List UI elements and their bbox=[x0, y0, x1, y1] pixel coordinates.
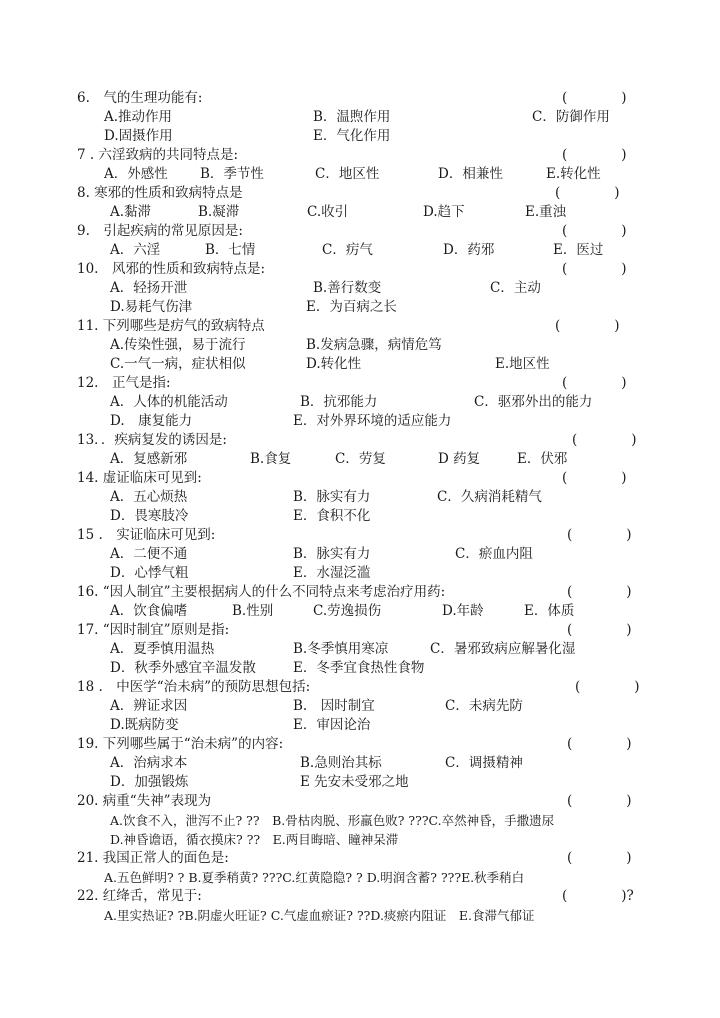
question-stem: 14. 虚证临床可见到: bbox=[77, 470, 202, 486]
option-e: E．医过 bbox=[553, 242, 604, 258]
question-stem: 10. 风邪的性质和致病特点是: bbox=[77, 261, 266, 277]
option-a: A．辨证求因 bbox=[110, 698, 188, 714]
question-stem: 7 . 六淫致病的共同特点是: bbox=[77, 147, 239, 163]
option-row bbox=[0, 564, 720, 583]
question-stem: 19. 下列哪些属于“治未病”的内容: bbox=[77, 736, 284, 752]
option-e: E．对外界环境的适应能力 bbox=[293, 413, 452, 429]
option-e: E．伏邪 bbox=[517, 451, 568, 467]
option-row bbox=[0, 659, 720, 678]
option-row bbox=[0, 298, 720, 317]
option-e: E 先安未受邪之地 bbox=[300, 774, 409, 790]
question-stem: 16. “因人制宜”主要根据病人的什么不同特点来考虑治疗用药: bbox=[77, 584, 446, 600]
option-b: B．脉实有力 bbox=[293, 489, 371, 505]
question-stem: 15 . 实证临床可见到: bbox=[77, 527, 216, 543]
answer-paren: ( ) bbox=[567, 793, 632, 809]
option-a: A．人体的机能活动 bbox=[110, 394, 228, 410]
option-row bbox=[0, 773, 720, 792]
option-row bbox=[0, 830, 720, 849]
option-row bbox=[0, 697, 720, 716]
option-row bbox=[0, 906, 720, 925]
option-c: C．调摄精神 bbox=[445, 755, 523, 771]
question-stem: 22. 红绛舌，常见于: bbox=[77, 888, 202, 904]
question-stem: 17. “因时制宜”原则是指: bbox=[77, 622, 230, 638]
option-d: D．心悸气粗 bbox=[110, 565, 189, 581]
question-stem: 21. 我国正常人的面色是: bbox=[77, 850, 229, 866]
option-c: C．久病消耗精气 bbox=[437, 489, 542, 505]
question-stem: 12. 正气是指: bbox=[77, 375, 171, 391]
option-row bbox=[0, 545, 720, 564]
answer-paren: ( ) bbox=[567, 622, 632, 638]
answer-paren: ( ) bbox=[562, 223, 627, 239]
option-e: E．食积不化 bbox=[293, 508, 371, 524]
option-c: C．疠气 bbox=[322, 242, 373, 258]
question-10 bbox=[0, 260, 720, 279]
option-a: A.黏滞 bbox=[110, 204, 152, 220]
option-c: C.一气一病，症状相似 bbox=[110, 356, 246, 372]
answer-paren: ( ) bbox=[567, 736, 632, 752]
option-b: B.食复 bbox=[250, 451, 292, 467]
question-stem: 9. 引起疾病的常见原因是: bbox=[77, 223, 243, 239]
option-d: D.易耗气伤津 bbox=[110, 299, 193, 315]
option-d: D．药邪 bbox=[443, 242, 495, 258]
answer-paren: ( ) bbox=[562, 375, 627, 391]
answer-paren: ( ) bbox=[562, 470, 627, 486]
option-d: D.转化性 bbox=[306, 356, 362, 372]
question-7 bbox=[0, 146, 720, 165]
option-b: B．七情 bbox=[205, 242, 256, 258]
option-e: E．水湿泛滥 bbox=[293, 565, 371, 581]
option-d: D．相兼性 bbox=[438, 166, 503, 182]
option-a: A．治病求本 bbox=[110, 755, 188, 771]
question-stem: 8. 寒邪的性质和致病特点是 bbox=[77, 185, 243, 201]
option-a: A．外感性 bbox=[104, 166, 168, 182]
option-a: A．饮食偏嗜 bbox=[110, 603, 188, 619]
option-d: D.年龄 bbox=[442, 603, 484, 619]
question-16 bbox=[0, 583, 720, 602]
answer-paren: ( ) bbox=[562, 261, 627, 277]
option-e: E．气化作用 bbox=[313, 128, 391, 144]
option-e: E．冬季宜食热性食物 bbox=[293, 660, 425, 676]
option-b: B.凝滞 bbox=[198, 204, 240, 220]
option-b: B．脉实有力 bbox=[293, 546, 371, 562]
answer-paren: ( ) bbox=[562, 90, 627, 106]
option-c: C．暑邪致病应解暑化湿 bbox=[430, 641, 576, 657]
question-18 bbox=[0, 678, 720, 697]
option-b: B．季节性 bbox=[200, 166, 264, 182]
option-d: D.固摄作用 bbox=[104, 128, 173, 144]
option-row bbox=[0, 355, 720, 374]
question-13 bbox=[0, 431, 720, 450]
answer-paren: ( ) bbox=[555, 318, 620, 334]
option-b: B. 因时制宜 bbox=[293, 698, 375, 714]
option-d: D.趋下 bbox=[423, 204, 465, 220]
option-e: E.地区性 bbox=[495, 356, 550, 372]
question-17 bbox=[0, 621, 720, 640]
option-d: D 药复 bbox=[438, 451, 481, 467]
option-row bbox=[0, 716, 720, 735]
option-c: C．驱邪外出的能力 bbox=[474, 394, 593, 410]
option-a: A．二便不通 bbox=[110, 546, 188, 562]
question-21 bbox=[0, 849, 720, 868]
option-row bbox=[0, 507, 720, 526]
option-row bbox=[0, 203, 720, 222]
question-12 bbox=[0, 374, 720, 393]
option-b: B.性别 bbox=[232, 603, 274, 619]
question-stem: 6. 气的生理功能有: bbox=[77, 90, 203, 106]
answer-paren: ( ) bbox=[575, 679, 640, 695]
option-c: C.收引 bbox=[307, 204, 349, 220]
question-22 bbox=[0, 887, 720, 906]
options-line: A.饮食不入，泄泻不止? ?? B.骨枯肉脱、形羸色败? ???C.卒然神昏，手撒遗尿 bbox=[110, 813, 555, 828]
answer-paren: ( ) bbox=[567, 850, 632, 866]
option-row bbox=[0, 336, 720, 355]
question-15 bbox=[0, 526, 720, 545]
option-d: D. 康复能力 bbox=[110, 413, 193, 429]
option-e: E.转化性 bbox=[546, 166, 601, 182]
question-stem: 18 . 中医学“治未病”的预防思想包括: bbox=[77, 679, 311, 695]
option-row bbox=[0, 108, 720, 127]
answer-paren: ( ) bbox=[562, 147, 627, 163]
option-row bbox=[0, 279, 720, 298]
option-a: A．六淫 bbox=[110, 242, 161, 258]
option-b: B.善行数变 bbox=[313, 280, 382, 296]
question-stem: 11. 下列哪些是疠气的致病特点 bbox=[77, 318, 265, 334]
option-row bbox=[0, 640, 720, 659]
option-row bbox=[0, 165, 720, 184]
question-9 bbox=[0, 222, 720, 241]
question-6 bbox=[0, 89, 720, 108]
question-8 bbox=[0, 184, 720, 203]
option-e: E．体质 bbox=[524, 603, 575, 619]
option-c: C．防御作用 bbox=[532, 109, 610, 125]
answer-paren: ( ) bbox=[567, 584, 632, 600]
option-d: D．加强锻炼 bbox=[110, 774, 189, 790]
question-11 bbox=[0, 317, 720, 336]
option-c: C．主动 bbox=[490, 280, 541, 296]
option-row bbox=[0, 241, 720, 260]
option-row bbox=[0, 412, 720, 431]
question-19 bbox=[0, 735, 720, 754]
answer-paren: ( )? bbox=[562, 888, 634, 904]
options-line: A.里实热证? ?B.阴虚火旺证? C.气虚血瘀证? ??D.痰瘀内阻证 E.食滞气郁证 bbox=[104, 908, 535, 923]
option-c: C．劳复 bbox=[335, 451, 386, 467]
option-e: E.重浊 bbox=[525, 204, 567, 220]
option-a: A．复感新邪 bbox=[110, 451, 188, 467]
option-row bbox=[0, 868, 720, 887]
option-e: E．为百病之长 bbox=[306, 299, 397, 315]
option-c: C．未病先防 bbox=[445, 698, 523, 714]
option-row bbox=[0, 602, 720, 621]
option-row bbox=[0, 450, 720, 469]
question-stem: 20. 病重“失神”表现为 bbox=[77, 793, 212, 809]
option-a: A．夏季慎用温热 bbox=[110, 641, 215, 657]
options-line: D.神昏谵语，循衣摸床? ?? E.两目晦暗、瞳神呆滞 bbox=[110, 832, 399, 847]
answer-paren: ( ) bbox=[555, 185, 620, 201]
option-row bbox=[0, 488, 720, 507]
option-d: D.既病防变 bbox=[110, 717, 179, 733]
option-a: A．轻扬开泄 bbox=[110, 280, 188, 296]
option-a: A.推动作用 bbox=[104, 109, 173, 125]
option-c: C．瘀血内阻 bbox=[455, 546, 533, 562]
option-row bbox=[0, 393, 720, 412]
option-b: B.急则治其标 bbox=[300, 755, 382, 771]
answer-paren: ( ) bbox=[567, 527, 632, 543]
option-c: C．地区性 bbox=[315, 166, 380, 182]
option-b: B．抗邪能力 bbox=[300, 394, 378, 410]
option-e: E．审因论治 bbox=[293, 717, 371, 733]
option-d: D．畏寒肢冷 bbox=[110, 508, 189, 524]
answer-paren: ( ) bbox=[572, 432, 637, 448]
option-b: B.冬季慎用寒凉 bbox=[293, 641, 389, 657]
option-d: D．秋季外感宜辛温发散 bbox=[110, 660, 256, 676]
question-14 bbox=[0, 469, 720, 488]
option-row bbox=[0, 127, 720, 146]
option-a: A.传染性强，易于流行 bbox=[110, 337, 246, 353]
question-stem: 13．．疾病复发的诱因是: bbox=[77, 432, 227, 448]
option-row bbox=[0, 754, 720, 773]
option-c: C.劳逸损伤 bbox=[313, 603, 382, 619]
options-line: A.五色鲜明? ? B.夏季稍黄? ???C.红黄隐隐? ? D.明润含蓄? ???E.秋季稍白 bbox=[104, 870, 525, 885]
question-20 bbox=[0, 792, 720, 811]
option-b: B.发病急骤，病情危笃 bbox=[306, 337, 442, 353]
option-b: B．温煦作用 bbox=[313, 109, 391, 125]
option-a: A．五心烦热 bbox=[110, 489, 188, 505]
option-row bbox=[0, 811, 720, 830]
